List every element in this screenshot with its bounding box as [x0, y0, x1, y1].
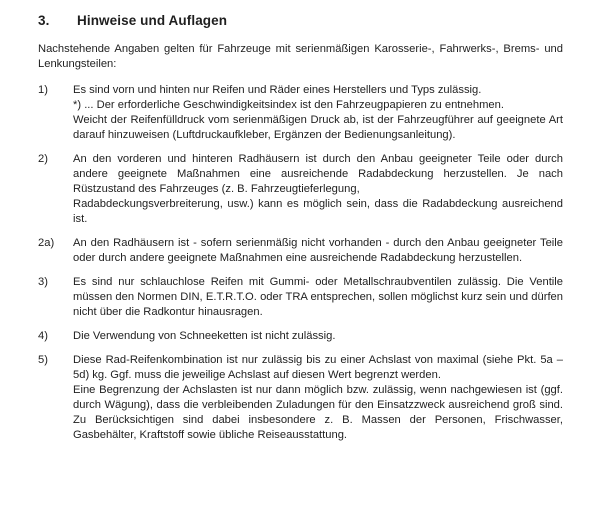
item-body — [73, 329, 563, 344]
item-text: Diese Rad-Reifenkombination ist nur zulässig bis zu einer Achslast von maximal (siehe Pkt. 5a – 5d) kg. Ggf. muss die jeweilige Achslast auf diesen Wert begrenzt werden. — [73, 354, 563, 381]
item-text: An den vorderen und hinteren Radhäusern ist durch den Anbau geeigneter Teile oder durch andere geeignete Maßnahmen eine ausreichende Radabdeckung herzustellen. Je nach Rüstzustand des Fahrzeuges (z. B. Fahrzeugtieferlegung, — [73, 153, 563, 195]
item-text: Es sind vorn und hinten nur Reifen und Räder eines Herstellers und Typs zulässig. — [73, 84, 482, 96]
item-text: Es sind nur schlauchlose Reifen mit Gummi- oder Metallschraubventilen zulässig. Die Ventile müssen den Normen DIN, E.T.R.T.O. oder TRA entsprechen, sollen möglichst kurz sein und dürfen nicht über die Radkontur hinausragen. — [73, 276, 563, 318]
item-number: 2) — [38, 153, 48, 165]
item-text: Eine Begrenzung der Achslasten ist nur dann möglich bzw. zulässig, wenn nachgewiesen ist (ggf. durch Wägung), dass die verbleibenden Zuladungen für den Einsatzzweck ausreichend groß sind. Zu Berücksichtigen sind dabei insbesondere z. B. Massen der Personen, Frischwasser, Gasbehälter, Kraftstoff sowie übliche Reiseausstattung. — [73, 384, 563, 441]
item-text: Radabdeckungsverbreiterung, usw.) kann es möglich sein, dass die Radabdeckung ausreichend ist. — [73, 198, 563, 225]
section-number: 3. — [38, 13, 50, 28]
item-number: 4) — [38, 330, 48, 342]
list-item — [38, 83, 563, 143]
list-item — [38, 152, 563, 227]
item-number: 2a) — [38, 237, 55, 249]
item-text: Die Verwendung von Schneeketten ist nicht zulässig. — [73, 330, 336, 342]
section-title: Hinweise und Auflagen — [77, 13, 228, 28]
item-body — [73, 83, 563, 143]
item-body — [73, 236, 563, 266]
item-text: *) ... Der erforderliche Geschwindigkeitsindex ist den Fahrzeugpapieren zu entnehmen. — [73, 99, 504, 111]
item-number: 5) — [38, 354, 48, 366]
item-text: An den Radhäusern ist - sofern serienmäßig nicht vorhanden - durch den Anbau geeigneter Teile oder durch andere geeignete Maßnahmen eine ausreichende Radabdeckung herzustellen. — [73, 237, 563, 264]
list-item — [38, 275, 563, 320]
item-number: 1) — [38, 84, 48, 96]
item-body — [73, 152, 563, 227]
list-item — [38, 236, 563, 266]
item-text: Weicht der Reifenfülldruck vom serienmäßigen Druck ab, ist der Fahrzeugführer auf geeignete Art darauf hinzuweisen (Luftdruckaufkleber, Ergänzen der Bedienungsanleitung). — [73, 114, 563, 141]
intro-paragraph: Nachstehende Angaben gelten für Fahrzeuge mit serienmäßigen Karosserie-, Fahrwerks-, Brems- und Lenkungsteilen: — [38, 43, 563, 70]
list-item — [38, 353, 563, 443]
item-number: 3) — [38, 276, 48, 288]
section-heading — [38, 12, 563, 29]
item-body — [73, 353, 563, 443]
item-body — [73, 275, 563, 320]
list-item — [38, 329, 563, 344]
